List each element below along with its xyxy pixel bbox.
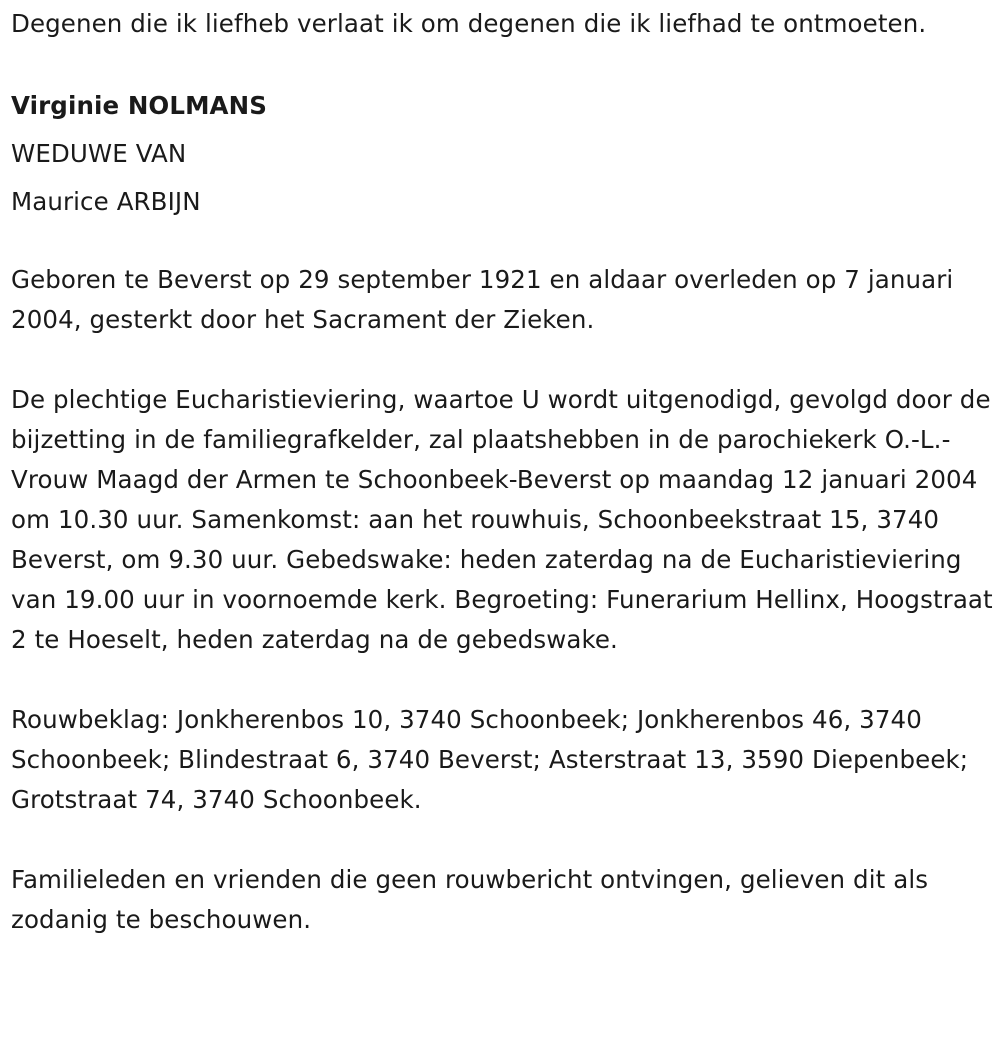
deceased-name: Virginie NOLMANS [11,91,267,120]
spouse-name: Maurice ARBIJN [11,187,201,216]
closing-paragraph: Familieleden en vrienden die geen rouwbericht ontvingen, gelieven dit als zodanig te beschouwen. [11,865,929,934]
death-notice [11,4,993,940]
birth-death-paragraph: Geboren te Beverst op 29 september 1921 en aldaar overleden op 7 januari 2004, gesterkt door het Sacrament der Zieken. [11,265,954,334]
relation-line: WEDUWE VAN [11,139,187,168]
ceremony-paragraph: De plechtige Eucharistieviering, waartoe U wordt uitgenodigd, gevolgd door de bijzetting in de familiegrafkelder, zal plaatshebben in de parochiekerk O.-L.-Vrouw Maagd der Armen te Schoonbeek-Beverst op maandag 12 januari 2004 om 10.30 uur. Samenkomst: aan het rouwhuis, Schoonbeekstraat 15, 3740 Beverst, om 9.30 uur. Gebedswake: heden zaterdag na de Eucharistieviering van 19.00 uur in voornoemde kerk. Begroeting: Funerarium Hellinx, Hoogstraat 2 te Hoeselt, heden zaterdag na de gebedswake. [11,385,993,654]
intro-quote: Degenen die ik liefheb verlaat ik om degenen die ik liefhad te ontmoeten. [11,9,927,38]
condolences-paragraph: Rouwbeklag: Jonkherenbos 10, 3740 Schoonbeek; Jonkherenbos 46, 3740 Schoonbeek; Blindestraat 6, 3740 Beverst; Asterstraat 13, 3590 Diepenbeek; Grotstraat 74, 3740 Schoonbeek. [11,705,969,814]
